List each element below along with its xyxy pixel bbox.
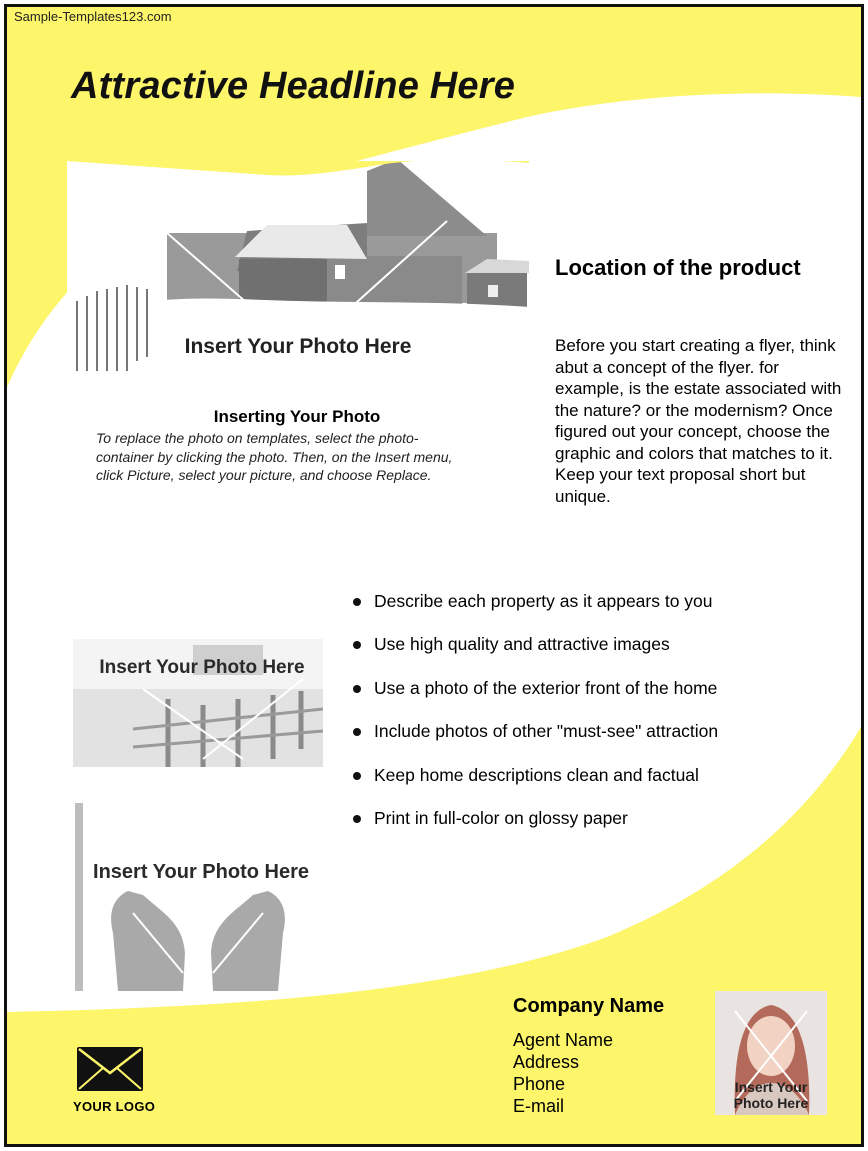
main-photo-label: Insert Your Photo Here — [184, 335, 412, 358]
bullet-item: Keep home descriptions clean and factual — [351, 763, 718, 806]
horses-image — [73, 803, 329, 991]
agent-photo-label: Insert Your Photo Here — [733, 1079, 809, 1112]
second-photo-label: Insert Your Photo Here — [99, 657, 305, 678]
agent-phone: Phone — [513, 1074, 566, 1094]
inserting-photo-title: Inserting Your Photo — [213, 407, 381, 426]
bullet-item: Use high quality and attractive images — [351, 632, 718, 675]
feature-bullet-list — [351, 589, 718, 849]
envelope-icon — [77, 1047, 143, 1091]
location-title: Location of the product — [555, 255, 801, 280]
watermark-text: Sample-Templates123.com — [14, 9, 172, 24]
bullet-item: Describe each property as it appears to you — [351, 589, 718, 632]
bullet-item: Include photos of other "must-see" attraction — [351, 719, 718, 762]
inserting-photo-body: To replace the photo on templates, select the photo-container by clicking the photo. Then, on the Insert menu, click Picture, select your picture, and choose Replace. — [96, 430, 453, 483]
main-photo-swoosh — [67, 161, 529, 221]
headline: Attractive Headline Here — [71, 65, 516, 107]
bullet-item: Use a photo of the exterior front of the home — [351, 676, 718, 719]
agent-address: Address — [513, 1052, 580, 1072]
agent-name: Agent Name — [513, 1030, 614, 1050]
third-photo-label: Insert Your Photo Here — [93, 861, 309, 883]
bullet-item: Print in full-color on glossy paper — [351, 806, 718, 849]
agent-email: E-mail — [513, 1096, 565, 1116]
agent-photo-placeholder[interactable] — [715, 991, 827, 1115]
third-photo-placeholder[interactable] — [73, 803, 329, 991]
location-body: Before you start creating a flyer, think abut a concept of the flyer. for example, is the estate associated with the nature? or the modernism? Once figured out your concept, choose the graphic and colors that matches to it. Keep your text proposal short but unique. — [555, 336, 842, 506]
flyer-page — [4, 4, 864, 1147]
logo-text: YOUR LOGO — [73, 1099, 156, 1114]
company-name: Company Name — [513, 995, 665, 1017]
second-photo-placeholder[interactable] — [73, 639, 323, 767]
